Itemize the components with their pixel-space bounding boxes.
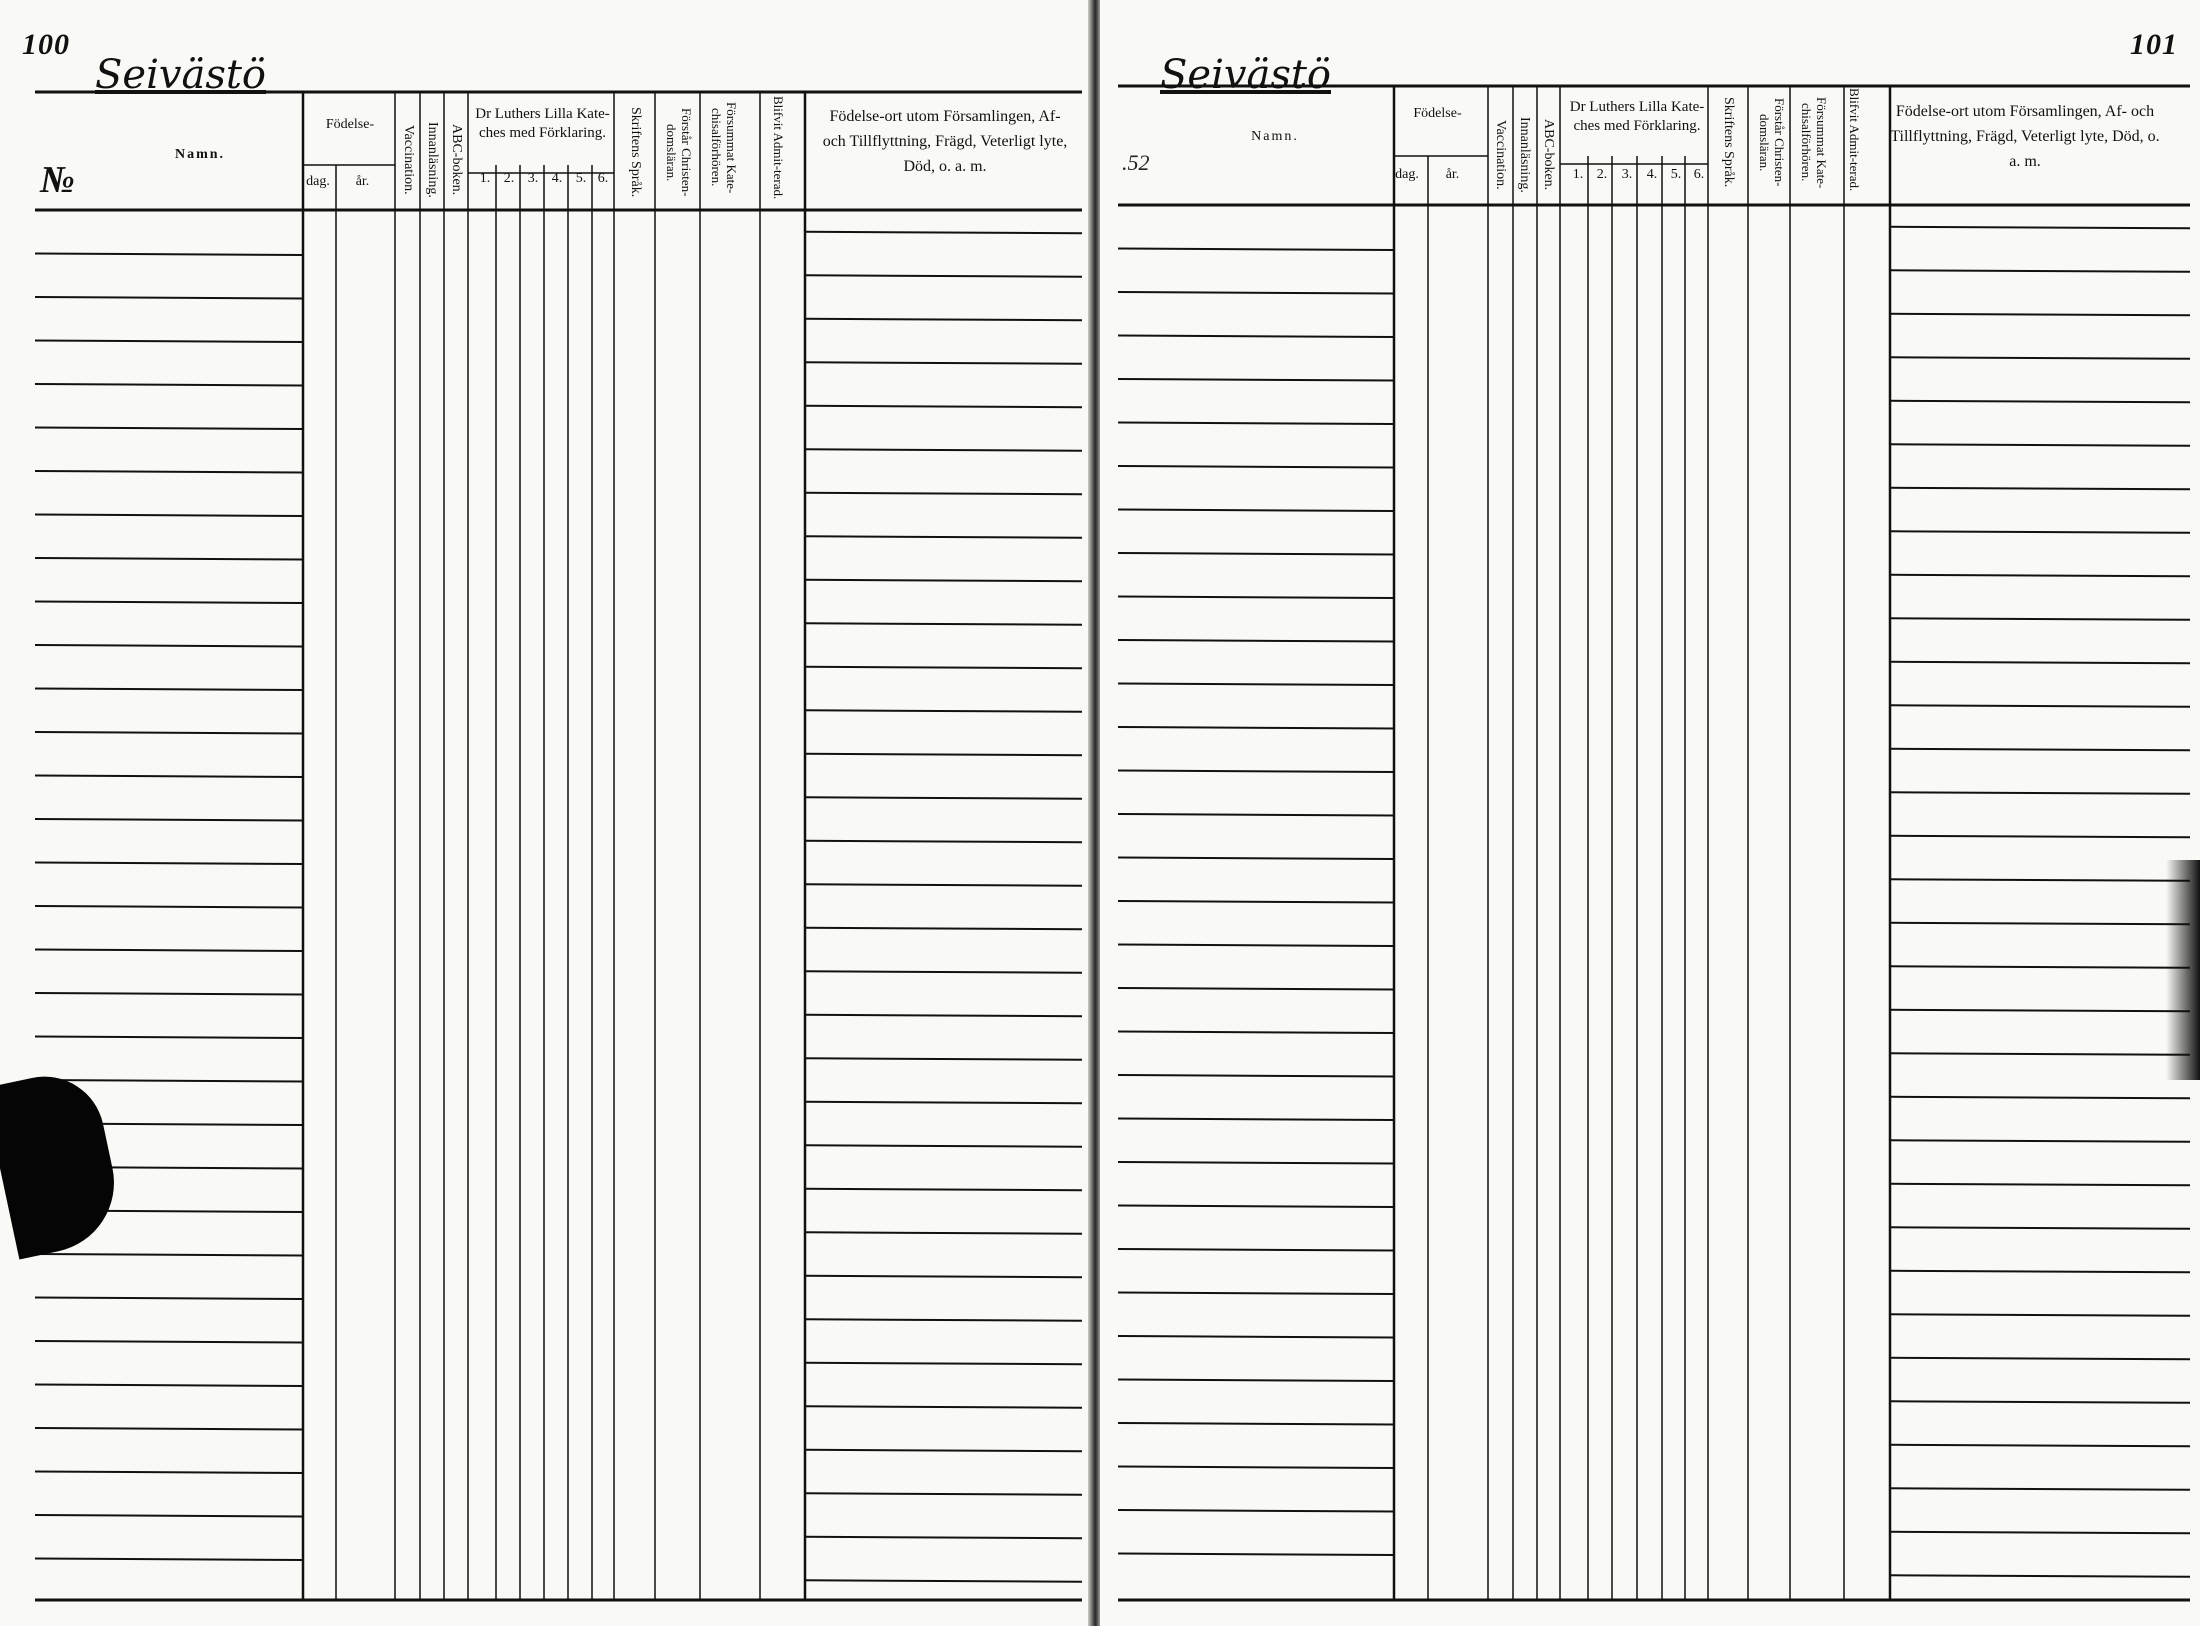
row-rule-name (35, 1298, 303, 1300)
catechism-part-4: 4. (551, 171, 563, 186)
row-rule-remarks (1890, 705, 2190, 707)
luther-catechism-header: Dr Luthers Lilla Kate-ches med Förklaring. (475, 106, 610, 141)
catechism-part-3: 3. (527, 171, 539, 186)
catechism-part-1: 1. (479, 171, 491, 186)
blifvit-admitterad-header: Blifvit Admit-terad. (770, 95, 786, 200)
catechism-part-2: 2. (1596, 167, 1608, 182)
row-rule-name (1118, 1032, 1394, 1034)
row-rule-remarks (1890, 792, 2190, 794)
row-rule-name (1118, 1249, 1394, 1251)
catechism-part-5: 5. (575, 171, 587, 186)
row-rule-name (35, 254, 303, 256)
left-ruled-grid (0, 0, 1090, 1626)
row-rule-remarks (805, 841, 1082, 843)
row-rule-name (1118, 1423, 1394, 1425)
fodelse-header: Födelse- (1413, 106, 1462, 121)
row-rule-remarks (805, 1363, 1082, 1365)
row-rule-name (35, 297, 303, 299)
row-rule-name (35, 863, 303, 865)
right-place-title: Seivästö (1160, 52, 1331, 98)
row-rule-remarks (805, 1406, 1082, 1408)
row-rule-name (1118, 1467, 1394, 1469)
ar-header: år. (1445, 167, 1460, 182)
row-rule-remarks (1890, 618, 2190, 620)
row-rule-remarks (1890, 879, 2190, 881)
row-rule-name (1118, 466, 1394, 468)
row-rule-remarks (1890, 1140, 2190, 1142)
row-rule-remarks (1890, 1010, 2190, 1012)
row-rule-name (35, 776, 303, 778)
row-rule-remarks (805, 493, 1082, 495)
row-rule-remarks (1890, 1532, 2190, 1534)
row-rule-remarks (1890, 1445, 2190, 1447)
row-rule-remarks (805, 1450, 1082, 1452)
row-rule-name (35, 471, 303, 473)
row-rule-name (35, 1254, 303, 1256)
skriftens-sprak-header: Skriftens Språk. (1721, 97, 1737, 188)
row-rule-name (35, 1037, 303, 1039)
right-ruled-grid (1100, 0, 2200, 1626)
row-rule-name (35, 1472, 303, 1474)
row-rule-remarks (805, 1276, 1082, 1278)
row-rule-remarks (805, 1319, 1082, 1321)
row-rule-remarks (1890, 923, 2190, 925)
luther-catechism-header: Dr Luthers Lilla Kate-ches med Förklaring. (1569, 99, 1705, 134)
row-rule-remarks (805, 406, 1082, 408)
row-rule-name (35, 1428, 303, 1430)
row-rule-name (1118, 901, 1394, 903)
row-rule-remarks (805, 754, 1082, 756)
row-rule-remarks (1890, 1271, 2190, 1273)
row-rule-name (1118, 336, 1394, 338)
row-rule-name (1118, 510, 1394, 512)
row-rule-remarks (1890, 401, 2190, 403)
ar-header: år. (355, 174, 370, 189)
row-rule-remarks (1890, 1401, 2190, 1403)
right-page-number: 101 (2130, 28, 2178, 61)
row-rule-remarks (1890, 314, 2190, 316)
row-rule-name (1118, 1336, 1394, 1338)
row-rule-name (35, 1559, 303, 1561)
row-rule-name (1118, 1075, 1394, 1077)
innanlasning-header: Innanläsning. (425, 122, 441, 198)
namn-header: Namn. (174, 147, 226, 162)
row-rule-name (1118, 1293, 1394, 1295)
row-rule-remarks (1890, 227, 2190, 229)
row-rule-remarks (805, 449, 1082, 451)
remarks-header: Födelse-ort utom Församlingen, Af- och Tillflyttning, Frägd, Veterligt lyte, Död, o. a. m. (822, 108, 1068, 175)
row-rule-name (35, 602, 303, 604)
row-rule-name (1118, 597, 1394, 599)
row-rule-name (35, 1341, 303, 1343)
row-rule-remarks (805, 928, 1082, 930)
row-rule-remarks (805, 797, 1082, 799)
row-rule-name (35, 1385, 303, 1387)
row-rule-name (1118, 945, 1394, 947)
row-rule-remarks (1890, 488, 2190, 490)
row-rule-name (35, 558, 303, 560)
row-rule-remarks (805, 971, 1082, 973)
row-rule-name (1118, 1554, 1394, 1556)
row-rule-remarks (805, 1102, 1082, 1104)
row-rule-name (1118, 1162, 1394, 1164)
row-rule-remarks (805, 710, 1082, 712)
catechism-part-3: 3. (1621, 167, 1633, 182)
row-rule-name (1118, 292, 1394, 294)
catechism-part-6: 6. (1693, 167, 1705, 182)
row-rule-remarks (1890, 1097, 2190, 1099)
row-rule-name (35, 819, 303, 821)
page-edge-shadow (2166, 860, 2200, 1080)
row-rule-remarks (805, 1145, 1082, 1147)
right-register-page (1100, 0, 2200, 1626)
row-rule-remarks (805, 275, 1082, 277)
row-rule-name (35, 732, 303, 734)
row-rule-remarks (805, 232, 1082, 234)
left-page-number: 100 (22, 28, 70, 61)
row-rule-remarks (1890, 531, 2190, 533)
catechism-part-5: 5. (1670, 167, 1682, 182)
row-rule-remarks (1890, 966, 2190, 968)
catechism-part-6: 6. (597, 171, 609, 186)
dag-header: dag. (306, 174, 330, 189)
row-rule-name (35, 384, 303, 386)
row-mark: .52 (1122, 150, 1150, 175)
fodelse-header: Födelse- (325, 117, 375, 132)
row-rule-name (35, 993, 303, 995)
row-rule-remarks (1890, 1358, 2190, 1360)
catechism-part-2: 2. (503, 171, 515, 186)
row-rule-name (1118, 1380, 1394, 1382)
abc-boken-header: ABC-boken. (1541, 119, 1557, 191)
row-rule-name (1118, 858, 1394, 860)
row-rule-name (1118, 553, 1394, 555)
row-rule-remarks (805, 884, 1082, 886)
row-rule-name (1118, 727, 1394, 729)
row-rule-remarks (805, 362, 1082, 364)
row-rule-remarks (1890, 749, 2190, 751)
row-rule-remarks (805, 1537, 1082, 1539)
row-rule-remarks (805, 1058, 1082, 1060)
row-rule-remarks (805, 623, 1082, 625)
forstar-christendomslaran-header: Förstår Christen-domsläran. (663, 108, 694, 197)
row-rule-remarks (805, 1493, 1082, 1495)
row-rule-name (35, 689, 303, 691)
dag-header: dag. (1395, 167, 1419, 182)
row-rule-name (35, 645, 303, 647)
row-rule-name (35, 428, 303, 430)
row-rule-name (1118, 249, 1394, 251)
innanlasning-header: Innanläsning. (1517, 117, 1533, 193)
row-rule-remarks (1890, 357, 2190, 359)
forsummat-katechisforhoren-header: Försummat Kate-chisalförhören. (1798, 96, 1829, 189)
left-place-title: Seivästö (95, 52, 266, 98)
left-register-page (0, 0, 1090, 1626)
vaccination-header: Vaccination. (401, 125, 417, 195)
row-rule-remarks (805, 1015, 1082, 1017)
abc-boken-header: ABC-boken. (449, 124, 465, 196)
row-rule-remarks (1890, 270, 2190, 272)
row-rule-remarks (1890, 1053, 2190, 1055)
row-rule-remarks (1890, 1227, 2190, 1229)
row-rule-name (35, 1080, 303, 1082)
forsummat-katechisforhoren-header: Försummat Kate-chisalförhören. (708, 101, 739, 194)
forstar-christendomslaran-header: Förstår Christen-domsläran. (1756, 98, 1787, 187)
row-rule-name (35, 950, 303, 952)
vaccination-header: Vaccination. (1493, 120, 1509, 190)
row-rule-name (1118, 814, 1394, 816)
row-rule-remarks (1890, 836, 2190, 838)
row-rule-name (35, 341, 303, 343)
row-rule-remarks (1890, 575, 2190, 577)
row-rule-remarks (1890, 662, 2190, 664)
row-rule-name (1118, 379, 1394, 381)
row-rule-remarks (805, 319, 1082, 321)
namn-header: Namn. (1251, 129, 1299, 144)
row-rule-name (1118, 640, 1394, 642)
row-rule-remarks (805, 580, 1082, 582)
blifvit-admitterad-header: Blifvit Admit-terad. (1846, 88, 1862, 192)
row-rule-name (1118, 423, 1394, 425)
row-rule-name (1118, 684, 1394, 686)
row-rule-remarks (1890, 1184, 2190, 1186)
row-rule-remarks (1890, 1575, 2190, 1577)
row-rule-name (35, 1515, 303, 1517)
catechism-part-4: 4. (1646, 167, 1658, 182)
row-rule-name (1118, 1119, 1394, 1121)
row-rule-remarks (805, 536, 1082, 538)
row-rule-remarks (805, 1189, 1082, 1191)
number-column-mark: № (40, 159, 75, 201)
row-rule-name (35, 515, 303, 517)
row-rule-remarks (1890, 444, 2190, 446)
row-rule-remarks (1890, 1314, 2190, 1316)
remarks-header: Födelse-ort utom Församlingen, Af- och Tillflyttning, Frägd, Veterligt lyte, Död, o. a. m. (1890, 103, 2160, 170)
catechism-part-1: 1. (1572, 167, 1584, 182)
row-rule-name (1118, 1510, 1394, 1512)
row-rule-remarks (1890, 1488, 2190, 1490)
skriftens-sprak-header: Skriftens Språk. (628, 107, 644, 198)
row-rule-remarks (805, 1580, 1082, 1582)
row-rule-name (1118, 771, 1394, 773)
row-rule-name (35, 906, 303, 908)
row-rule-remarks (805, 667, 1082, 669)
row-rule-remarks (805, 1232, 1082, 1234)
row-rule-name (1118, 988, 1394, 990)
row-rule-name (1118, 1206, 1394, 1208)
